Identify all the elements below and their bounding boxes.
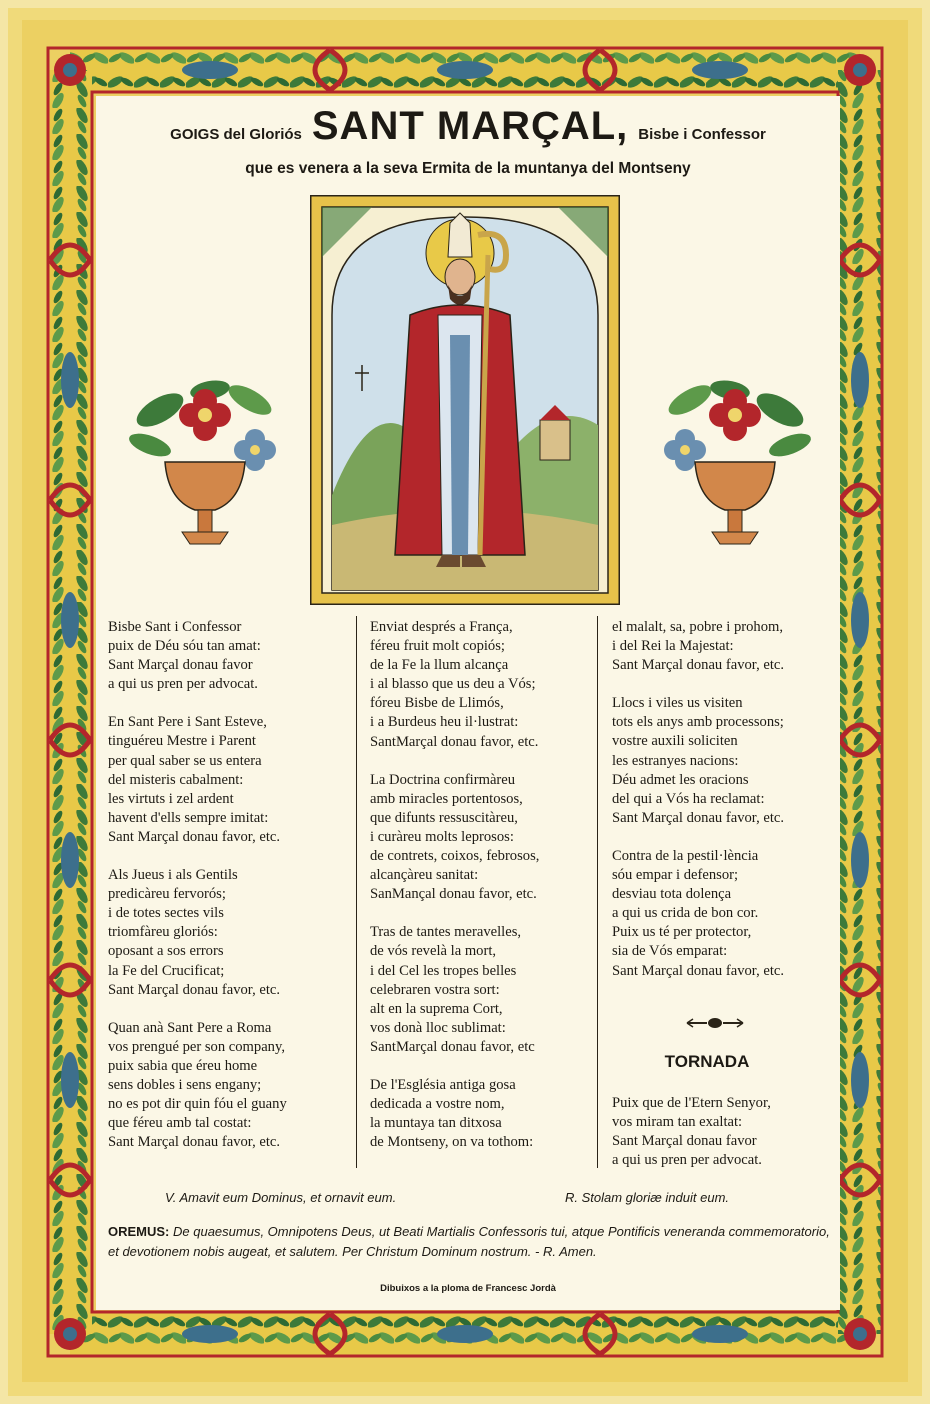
verse-line: havent d'ells sempre imitat:: [108, 809, 269, 826]
verse-line: Déu admet les oracions: [612, 771, 749, 788]
verse-line: i del Cel les tropes belles: [370, 962, 517, 979]
verse-line: del qui a Vós ha reclamat:: [612, 790, 765, 807]
verse-line: Sant Marçal donau favor: [612, 1133, 757, 1150]
verse-line: fóreu Bisbe de Llimós,: [370, 695, 504, 712]
verse-line: i de totes sectes vils: [108, 905, 224, 922]
verse-line: del misteris cabalment:: [108, 771, 244, 788]
verse-line: Quan anà Sant Pere a Roma: [108, 1019, 272, 1036]
tornada-verse: [612, 1094, 771, 1170]
verse-line: tinguéreu Mestre i Parent: [108, 733, 256, 750]
verse-line: a qui us pren per advocat.: [108, 676, 258, 693]
stanza: [370, 923, 600, 1057]
verse-line: Sant Marçal donau favor: [108, 657, 253, 674]
verse-line: desviau tota dolença: [612, 886, 732, 903]
verse-line: per qual saber se us entera: [108, 752, 262, 769]
stanza: [612, 694, 837, 828]
verse-line: dedicada a vostre nom,: [370, 1096, 505, 1113]
verse-line: la Fe del Crucificat;: [108, 962, 225, 979]
verse-line: la muntaya tan ditxosa: [370, 1115, 502, 1132]
verse-line: En Sant Pere i Sant Esteve,: [108, 714, 267, 731]
stanza: [108, 866, 348, 1000]
column-divider: [597, 616, 598, 1168]
flower-vase-icon: [650, 370, 820, 560]
verse-line: vos prengué per son company,: [108, 1038, 285, 1055]
verse-line: Sant Marçal donau favor, etc.: [108, 828, 281, 845]
verse-line: Sant Marçal donau favor, etc.: [612, 809, 785, 826]
verse-line: vostre auxili soliciten: [612, 733, 738, 750]
response: R. Stolam gloriæ induit eum.: [565, 1190, 730, 1205]
verse-line: Sant Marçal donau favor, etc.: [612, 657, 785, 674]
verse-line: Puix us té per protector,: [612, 924, 752, 941]
stanza: [612, 618, 837, 675]
stanza: [370, 618, 600, 752]
verse-line: alcançàreu sanitat:: [370, 867, 479, 884]
verse-line: Sant Marçal donau favor, etc.: [612, 962, 785, 979]
verse-column-3: [612, 618, 837, 1000]
verse-line: SantMarçal donau favor, etc: [370, 1038, 535, 1055]
versicle: V. Amavit eum Dominus, et ornavit eum.: [165, 1190, 397, 1205]
verse-line: tots els anys amb processons;: [612, 714, 784, 731]
verse-line: que féreu amb tal costat:: [108, 1115, 252, 1132]
verse-line: no es pot dir quin fóu el guany: [108, 1096, 287, 1113]
verse-line: Sant Marçal donau favor, etc.: [108, 1134, 281, 1151]
verse-line: Sant Marçal donau favor, etc.: [108, 981, 281, 998]
verse-line: i curàreu molts leprosos:: [370, 828, 514, 845]
title-prefix: GOIGS del Gloriós: [170, 126, 302, 143]
verse-line: Puix que de l'Etern Senyor,: [612, 1095, 771, 1111]
tornada-title: TORNADA: [664, 1052, 750, 1071]
flower-vase-icon: [120, 370, 290, 560]
verse-line: vos miram tan exaltat:: [612, 1114, 743, 1131]
saint-name: SANT MARÇAL,: [311, 104, 629, 148]
verse-line: sóu empar i defensor;: [612, 867, 739, 884]
stanza: [108, 1019, 348, 1153]
verse-line: predicàreu fervorós;: [108, 886, 226, 903]
stanza: [370, 771, 600, 905]
column-divider: [356, 616, 357, 1168]
subtitle: que es venera a la seva Ermita de la muntanya del Montseny: [245, 160, 691, 177]
verse-line: féreu fruit molt copiós;: [370, 638, 505, 655]
verse-line: a qui us crida de bon cor.: [612, 905, 759, 922]
verse-line: Bisbe Sant i Confessor: [108, 619, 242, 635]
verse-line: el malalt, sa, pobre i prohom,: [612, 619, 784, 635]
verse-line: de Montseny, on va tothom:: [370, 1134, 534, 1151]
verse-line: La Doctrina confirmàreu: [370, 771, 516, 788]
stanza: [108, 713, 348, 847]
title-suffix: Bisbe i Confessor: [638, 126, 766, 143]
verse-column-2: [370, 618, 600, 1171]
verse-line: SantMarçal donau favor, etc.: [370, 733, 539, 750]
verse-line: Contra de la pestil·lència: [612, 847, 759, 864]
title-line: [96, 104, 840, 164]
stanza: [612, 847, 837, 981]
verse-line: i del Rei la Majestat:: [612, 638, 734, 655]
verse-line: i a Burdeus heu il·lustrat:: [370, 714, 519, 731]
verse-line: de vós revelà la mort,: [370, 943, 497, 960]
verse-line: oposant a sos errors: [108, 943, 224, 960]
saint-bishop-icon: [310, 195, 620, 605]
oremus-text: De quaesumus, Omnipotens Deus, ut Beati Martialis Confessoris tui, atque Pontificis veneranda commemoratorio, et devotionem nobis augeat, et salutem. Per Christum Dominum nostrum. - R. Amen.: [108, 1224, 830, 1259]
verse-line: Enviat després a França,: [370, 619, 513, 635]
verse-line: les estranyes nacions:: [612, 752, 739, 769]
stanza: [370, 1076, 600, 1152]
verse-line: vos donà lloc sublimat:: [370, 1019, 506, 1036]
verse-line: que difunts ressuscitàreu,: [370, 809, 518, 826]
verse-line: celebraren vostra sort:: [370, 981, 500, 998]
oremus-label: OREMUS:: [108, 1224, 170, 1239]
verse-line: i al blasso que us deu a Vós;: [370, 676, 536, 693]
verse-line: puix de Déu sóu tan amat:: [108, 638, 261, 655]
stanza: [108, 618, 348, 694]
verse-line: les virtuts i zel ardent: [108, 790, 234, 807]
verse-line: SanMançal donau favor, etc.: [370, 886, 537, 903]
oremus-prayer: [108, 1222, 833, 1262]
verse-line: sia de Vós emparat:: [612, 943, 728, 960]
verse-line: De l'Església antiga gosa: [370, 1076, 516, 1093]
verse-line: amb miracles portentosos,: [370, 790, 523, 807]
verse-line: Tras de tantes meravelles,: [370, 924, 522, 941]
ornament-divider-icon: [685, 1016, 745, 1030]
verse-line: puix sabia que éreu home: [108, 1057, 258, 1074]
verse-line: triomfàreu gloriós:: [108, 924, 218, 941]
illustration-credit: Dibuixos a la ploma de Francesc Jordà: [380, 1283, 556, 1294]
verse-column-1: [108, 618, 348, 1171]
verse-line: a qui us pren per advocat.: [612, 1152, 762, 1169]
verse-line: Llocs i viles us visiten: [612, 695, 743, 712]
verse-line: de contrets, coixos, febrosos,: [370, 848, 540, 865]
verse-line: alt en la suprema Cort,: [370, 1000, 503, 1017]
verse-line: Als Jueus i als Gentils: [108, 867, 238, 884]
verse-line: sens dobles i sens engany;: [108, 1076, 262, 1093]
verse-line: de la Fe la llum alcança: [370, 657, 509, 674]
